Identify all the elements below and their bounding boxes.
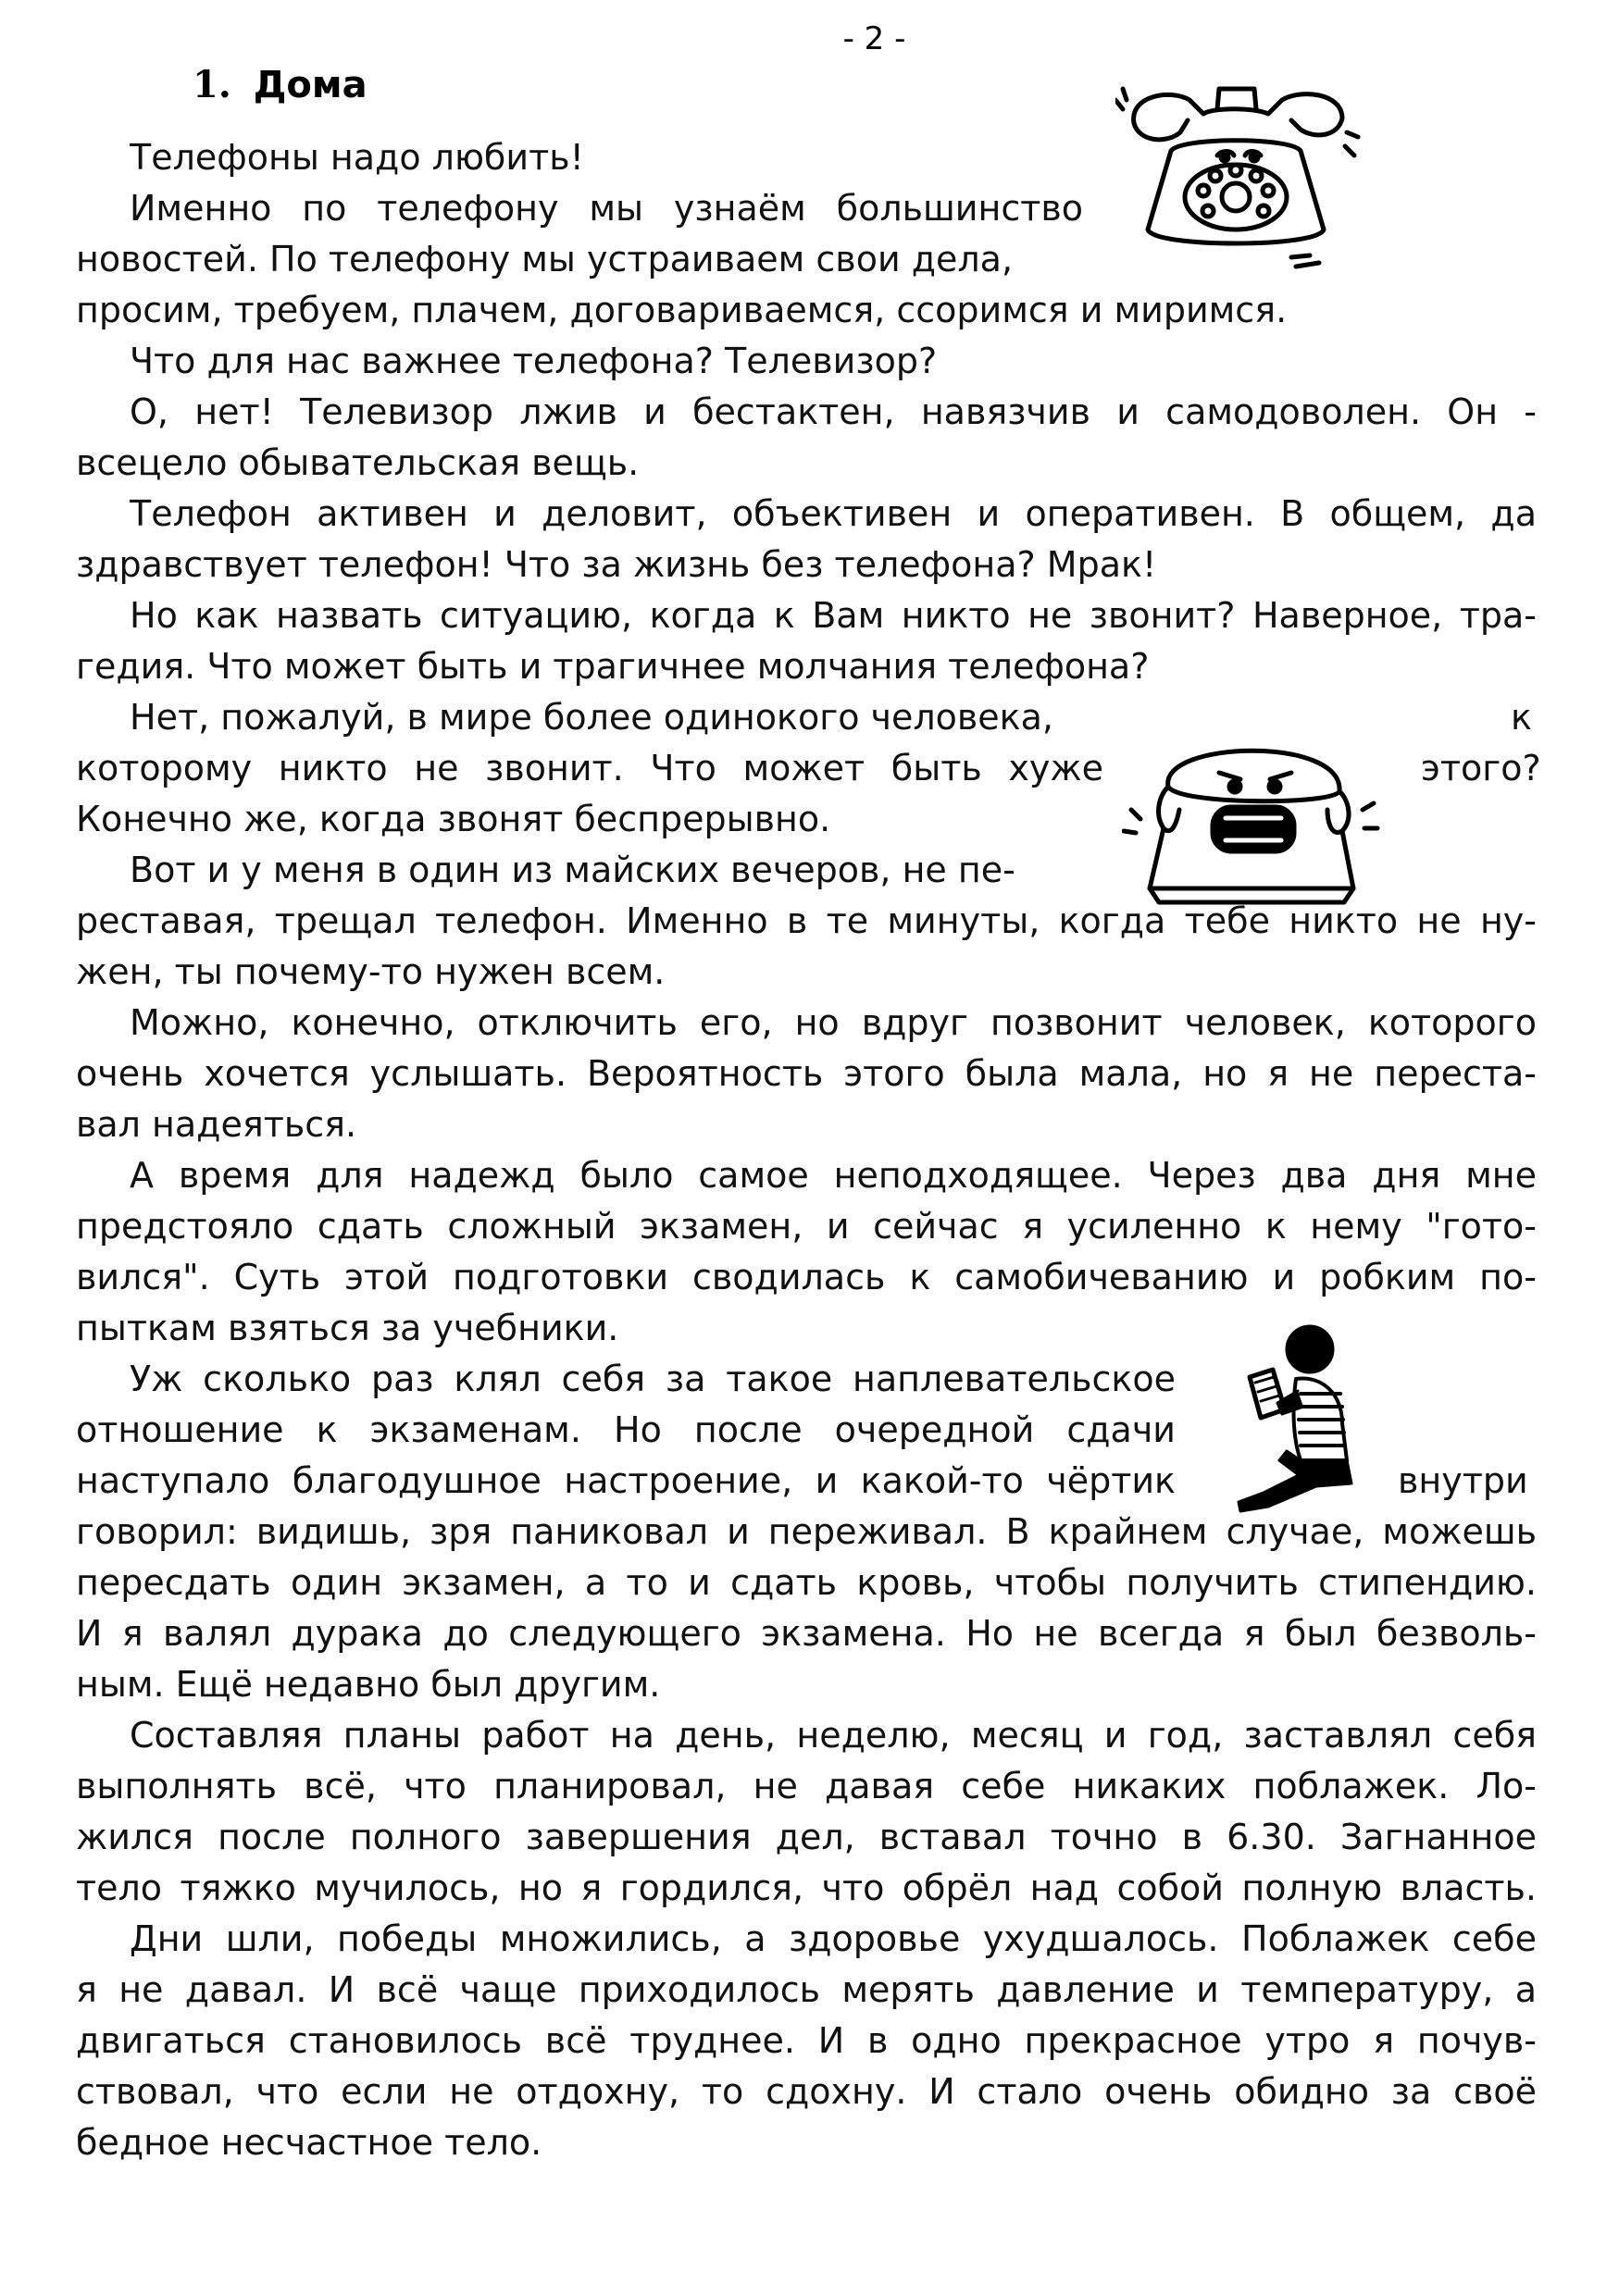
text-line: Конечно же, когда звонят беспрерывно. <box>76 799 831 839</box>
text-line: ствовал, что если не отдохну, то сдохну. И стало очень обидно за своё <box>76 2071 1537 2112</box>
text-line: пересдать один экзамен, а то и сдать кровь, чтобы получить стипендию. <box>76 1562 1537 1603</box>
text-line: Дни шли, победы множились, а здоровье ухудшалось. Поблажек себе <box>130 1918 1537 1959</box>
text-line: реставая, трещал телефон. Именно в те минуты, когда тебе никто не ну- <box>76 900 1537 941</box>
text-line: всецело обывательская вещь. <box>76 442 640 483</box>
text-line: наступало благодушное настроение, и какой-то чёртик <box>76 1460 1176 1501</box>
text-line: гедия. Что может быть и трагичнее молчания телефона? <box>76 646 1150 687</box>
text-line: которому никто не звонит. Что может быть хуже <box>76 748 1103 788</box>
text-line: Именно по телефону мы узнаём большинство <box>130 188 1083 229</box>
text-line: тело тяжко мучилось, но я гордился, что обрёл над собой полную власть. <box>76 1868 1537 1908</box>
section-heading <box>193 63 367 106</box>
text-line: жен, ты почему-то нужен всем. <box>76 951 666 992</box>
text-line: новостей. По телефону мы устраиваем свои дела, <box>76 239 1014 279</box>
text-line: к <box>1511 697 1532 738</box>
text-line: предстояло сдать сложный экзамен, и сейчас я усиленно к нему "гото- <box>76 1206 1537 1247</box>
text-line: Вот и у меня в один из майских вечеров, не пе- <box>130 850 1015 890</box>
text-line: Но как назвать ситуацию, когда к Вам никто не звонит? Наверное, тра- <box>130 595 1537 636</box>
text-line: вился". Суть этой подготовки сводилась к самобичеванию и робким по- <box>76 1257 1537 1297</box>
text-line: говорил: видишь, зря паниковал и переживал. В крайнем случае, можешь <box>76 1511 1537 1552</box>
text-line: я не давал. И всё чаще приходилось мерять давление и температуру, а <box>76 1969 1537 2010</box>
text-line: этого? <box>1421 748 1541 788</box>
text-line: очень хочется услышать. Вероятность этого была мала, но я не переста- <box>76 1053 1537 1094</box>
text-line: Уж сколько раз клял себя за такое наплевательское <box>130 1359 1176 1399</box>
text-line: ным. Ещё недавно был другим. <box>76 1664 661 1705</box>
page-number: - 2 - <box>842 20 906 57</box>
text-line: жился после полного завершения дел, вставал точно в 6.30. Загнанное <box>76 1817 1537 1857</box>
text-line: просим, требуем, плачем, договариваемся, ссоримся и миримся. <box>76 290 1288 330</box>
text-line: Телефон активен и деловит, объективен и оперативен. В общем, да <box>130 493 1537 534</box>
text-line: Составляя планы работ на день, неделю, месяц и год, заставлял себя <box>130 1715 1537 1756</box>
section-number: 1. <box>193 63 231 106</box>
text-line: бедное несчастное тело. <box>76 2122 542 2163</box>
boy-reading-illustration <box>1213 1322 1370 1520</box>
text-line: двигаться становилось всё труднее. И в одно прекрасное утро я почув- <box>76 2020 1537 2061</box>
text-line: выполнять всё, что планировал, не давая себе никаких поблажек. Ло- <box>76 1766 1537 1806</box>
text-line: Что для нас важнее телефона? Телевизор? <box>130 341 938 381</box>
text-line: здравствует телефон! Что за жизнь без телефона? Мрак! <box>76 544 1157 585</box>
cartoon-telephone-illustration <box>1115 72 1361 276</box>
text-line: Нет, пожалуй, в мире более одинокого человека, <box>130 697 1053 738</box>
section-title: Дома <box>253 64 367 106</box>
text-line: Можно, конечно, отключить его, но вдруг позвонит человек, которого <box>130 1002 1537 1043</box>
text-line: внутри <box>1398 1460 1528 1501</box>
text-line: отношение к экзаменам. Но после очередной сдачи <box>76 1409 1176 1450</box>
text-line: пыткам взяться за учебники. <box>76 1308 619 1348</box>
text-line: О, нет! Телевизор лжив и бестактен, навязчив и самодоволен. Он - <box>130 391 1537 432</box>
text-line: вал надеяться. <box>76 1104 357 1145</box>
angry-telephone-illustration <box>1122 722 1381 907</box>
text-line: Телефоны надо любить! <box>130 137 584 178</box>
text-line: И я валял дурака до следующего экзамена. Но не всегда я был безволь- <box>76 1613 1537 1654</box>
text-line: А время для надежд было самое неподходящее. Через два дня мне <box>130 1155 1537 1196</box>
